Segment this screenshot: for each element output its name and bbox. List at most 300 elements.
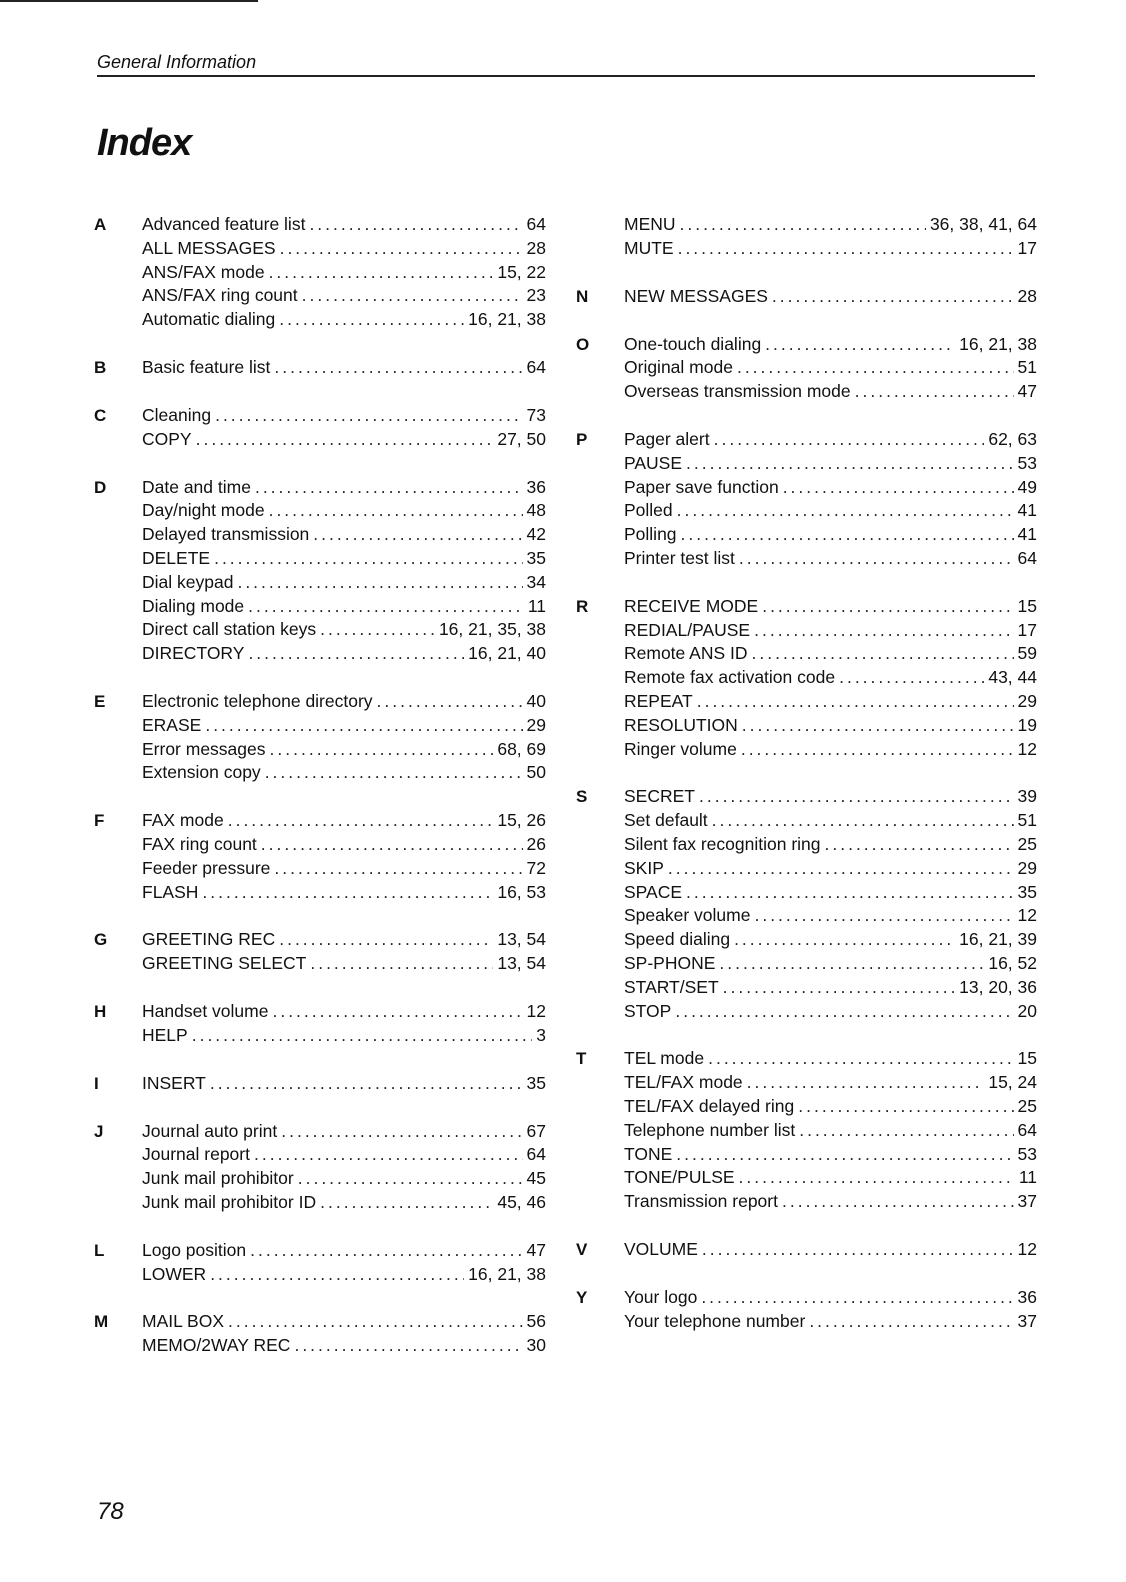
index-term: TONE/PULSE — [624, 1167, 735, 1188]
index-entry — [624, 1166, 1037, 1190]
dot-leader — [261, 833, 523, 857]
index-pages: 43, 44 — [988, 667, 1037, 688]
index-entry — [142, 1239, 546, 1263]
index-term: TONE — [624, 1143, 673, 1164]
index-entry — [624, 952, 1037, 976]
index-entry — [142, 761, 546, 785]
index-group — [576, 1238, 1037, 1262]
index-entries — [624, 1047, 1037, 1214]
index-entry — [142, 284, 546, 308]
dot-leader — [210, 1263, 464, 1287]
index-pages: 16, 21, 38 — [959, 333, 1037, 354]
index-term: Direct call station keys — [142, 619, 317, 640]
index-pages: 30 — [526, 1335, 546, 1356]
index-entry — [624, 809, 1037, 833]
index-term: Junk mail prohibitor ID — [142, 1191, 317, 1212]
index-term: Delayed transmission — [142, 524, 310, 545]
index-entries — [142, 356, 546, 380]
index-entry — [142, 1334, 546, 1358]
dot-leader — [699, 785, 1014, 809]
index-entries — [142, 404, 546, 452]
dot-leader — [298, 1167, 523, 1191]
index-entry — [624, 1071, 1037, 1095]
dot-leader — [265, 761, 523, 785]
index-entry — [142, 1120, 546, 1144]
dot-leader — [762, 595, 1013, 619]
index-letter — [576, 213, 624, 261]
index-entry — [142, 857, 546, 881]
index-pages: 51 — [1017, 810, 1037, 831]
index-term: Speaker volume — [624, 905, 751, 926]
index-term: SKIP — [624, 857, 664, 878]
index-group — [94, 1310, 546, 1358]
index-term: RECEIVE MODE — [624, 595, 759, 616]
dot-leader — [754, 904, 1013, 928]
index-letter: G — [94, 930, 108, 950]
index-entry — [624, 928, 1037, 952]
index-pages: 13, 54 — [497, 929, 546, 950]
dot-leader — [678, 237, 1014, 261]
index-term: VOLUME — [624, 1238, 698, 1259]
index-term: FAX ring count — [142, 833, 257, 854]
index-term: Basic feature list — [142, 356, 271, 377]
index-entry — [624, 356, 1037, 380]
index-entry — [624, 523, 1037, 547]
dot-leader — [205, 714, 522, 738]
index-pages: 12 — [1017, 738, 1037, 759]
index-term: HELP — [142, 1024, 188, 1045]
dot-leader — [723, 976, 955, 1000]
dot-leader — [708, 1047, 1013, 1071]
index-group — [94, 928, 546, 976]
dot-leader — [799, 1119, 1013, 1143]
index-term: PAUSE — [624, 452, 683, 473]
index-term: DIRECTORY — [142, 643, 245, 664]
index-letter: S — [576, 787, 588, 807]
index-letter: H — [94, 1001, 107, 1021]
index-pages: 29 — [526, 714, 546, 735]
dot-leader — [279, 308, 464, 332]
index-pages: 64 — [526, 1144, 546, 1165]
index-entry — [624, 1047, 1037, 1071]
index-pages: 62, 63 — [988, 428, 1037, 449]
index-entry — [624, 1310, 1037, 1334]
index-entry — [624, 833, 1037, 857]
index-letter: J — [94, 1121, 104, 1141]
index-entry — [624, 380, 1037, 404]
dot-leader — [309, 213, 522, 237]
index-entries — [624, 285, 1037, 309]
dot-leader — [680, 213, 926, 237]
index-term: Date and time — [142, 476, 251, 497]
index-pages: 28 — [1017, 285, 1037, 306]
index-entries — [624, 785, 1037, 1023]
dot-leader — [809, 1310, 1013, 1334]
index-pages: 19 — [1017, 714, 1037, 735]
index-term: GREETING SELECT — [142, 953, 307, 974]
index-letter: O — [576, 334, 590, 354]
dot-leader — [377, 690, 523, 714]
index-entry — [142, 547, 546, 571]
index-letter: L — [94, 1240, 105, 1260]
index-term: Polling — [624, 524, 677, 545]
index-pages: 26 — [526, 833, 546, 854]
index-letter: B — [94, 357, 107, 377]
index-term: Speed dialing — [624, 929, 731, 950]
index-pages: 16, 21, 35, 38 — [438, 619, 546, 640]
index-entry — [624, 642, 1037, 666]
index-letter: Y — [576, 1287, 588, 1307]
dot-leader — [855, 380, 1014, 404]
index-term: Handset volume — [142, 1000, 269, 1021]
index-pages: 12 — [526, 1000, 546, 1021]
index-term: Dialing mode — [142, 595, 245, 616]
index-term: Your telephone number — [624, 1310, 806, 1331]
index-term: ALL MESSAGES — [142, 237, 276, 258]
index-pages: 67 — [526, 1120, 546, 1141]
index-entries — [142, 809, 546, 904]
index-pages: 20 — [1017, 1000, 1037, 1021]
index-term: MEMO/2WAY REC — [142, 1335, 291, 1356]
index-group — [576, 1047, 1037, 1214]
index-entries — [142, 1120, 546, 1215]
index-term: Cleaning — [142, 404, 212, 425]
index-pages: 41 — [1017, 524, 1037, 545]
index-pages: 15 — [1017, 595, 1037, 616]
index-group — [576, 285, 1037, 309]
dot-leader — [701, 1286, 1013, 1310]
index-pages: 47 — [526, 1239, 546, 1260]
index-group — [576, 1286, 1037, 1334]
index-pages: 13, 54 — [497, 953, 546, 974]
index-group — [576, 333, 1037, 404]
index-pages: 47 — [1017, 381, 1037, 402]
index-letter: V — [576, 1239, 588, 1259]
index-pages: 56 — [526, 1311, 546, 1332]
index-pages: 53 — [1017, 1143, 1037, 1164]
index-group — [94, 213, 546, 332]
dot-leader — [294, 1334, 522, 1358]
index-column-right — [576, 213, 1037, 1357]
index-term: FLASH — [142, 881, 199, 902]
index-entries — [624, 1286, 1037, 1334]
index-term: COPY — [142, 428, 192, 449]
index-pages: 50 — [526, 762, 546, 783]
index-pages: 36 — [526, 476, 546, 497]
index-entry — [624, 904, 1037, 928]
dot-leader — [742, 714, 1014, 738]
index-term: Electronic telephone directory — [142, 690, 373, 711]
index-term: Extension copy — [142, 762, 261, 783]
dot-leader — [196, 428, 494, 452]
index-entry — [624, 499, 1037, 523]
dot-leader — [250, 1239, 522, 1263]
index-entry — [142, 690, 546, 714]
index-entry — [624, 285, 1037, 309]
dot-leader — [714, 428, 985, 452]
dot-leader — [272, 1000, 522, 1024]
index-group — [94, 809, 546, 904]
dot-leader — [310, 952, 493, 976]
index-pages: 39 — [1017, 786, 1037, 807]
index-pages: 45, 46 — [497, 1191, 546, 1212]
dot-leader — [228, 1310, 523, 1334]
index-letter: T — [576, 1049, 587, 1069]
index-entry — [142, 476, 546, 500]
dot-leader — [255, 476, 523, 500]
index-entry — [142, 428, 546, 452]
index-entries — [624, 428, 1037, 571]
index-pages: 36 — [1017, 1286, 1037, 1307]
dot-leader — [739, 1166, 1015, 1190]
index-letter: C — [94, 405, 107, 425]
index-term: ERASE — [142, 714, 202, 735]
index-letter: D — [94, 477, 107, 497]
index-pages: 3 — [536, 1024, 546, 1045]
index-term: Dial keypad — [142, 571, 234, 592]
index-entry — [142, 952, 546, 976]
index-entry — [142, 618, 546, 642]
index-entry — [142, 1310, 546, 1334]
index-term: TEL/FAX delayed ring — [624, 1095, 795, 1116]
dot-leader — [214, 547, 522, 571]
index-entries — [624, 1238, 1037, 1262]
index-entry — [624, 1238, 1037, 1262]
index-pages: 28 — [526, 237, 546, 258]
index-term: DELETE — [142, 547, 211, 568]
index-term: Remote fax activation code — [624, 667, 836, 688]
index-pages: 42 — [526, 524, 546, 545]
index-pages: 15, 22 — [497, 261, 546, 282]
index-pages: 29 — [1017, 690, 1037, 711]
index-term: STOP — [624, 1000, 672, 1021]
index-term: Polled — [624, 500, 673, 521]
index-pages: 64 — [1017, 547, 1037, 568]
index-pages: 16, 21, 40 — [468, 643, 546, 664]
index-term: ANS/FAX ring count — [142, 285, 298, 306]
index-entry — [624, 547, 1037, 571]
index-term: SECRET — [624, 786, 695, 807]
index-entry — [142, 1072, 546, 1096]
index-term: One-touch dialing — [624, 333, 762, 354]
index-entry — [624, 1095, 1037, 1119]
index-letter: N — [576, 286, 589, 306]
index-term: Paper save function — [624, 476, 779, 497]
index-pages: 15 — [1017, 1048, 1037, 1069]
index-pages: 48 — [526, 500, 546, 521]
index-pages: 59 — [1017, 643, 1037, 664]
dot-leader — [210, 1072, 523, 1096]
index-entry — [624, 1286, 1037, 1310]
index-entry — [624, 428, 1037, 452]
index-letter: R — [576, 596, 589, 616]
index-entry — [624, 738, 1037, 762]
index-entry — [624, 690, 1037, 714]
index-entries — [142, 928, 546, 976]
index-group — [94, 1239, 546, 1287]
index-term: TEL mode — [624, 1048, 705, 1069]
index-pages: 27, 50 — [497, 428, 546, 449]
index-entry — [142, 881, 546, 905]
index-pages: 17 — [1017, 237, 1037, 258]
index-pages: 16, 21, 38 — [468, 1263, 546, 1284]
header-divider — [97, 75, 1035, 77]
index-entry — [624, 666, 1037, 690]
index-term: NEW MESSAGES — [624, 285, 768, 306]
index-entry — [142, 308, 546, 332]
dot-leader — [228, 809, 494, 833]
index-term: TEL/FAX mode — [624, 1072, 743, 1093]
index-letter: F — [94, 811, 105, 831]
index-term: ANS/FAX mode — [142, 261, 265, 282]
index-pages: 16, 21, 38 — [468, 309, 546, 330]
index-term: Transmission report — [624, 1191, 778, 1212]
index-term: INSERT — [142, 1072, 206, 1093]
index-pages: 35 — [526, 1072, 546, 1093]
index-entry — [142, 1143, 546, 1167]
index-group — [94, 404, 546, 452]
index-pages: 25 — [1017, 1095, 1037, 1116]
index-entry — [142, 1024, 546, 1048]
index-group — [94, 1072, 546, 1096]
index-entry — [142, 738, 546, 762]
index-pages: 23 — [526, 285, 546, 306]
index-term: MENU — [624, 214, 676, 234]
index-entry — [624, 213, 1037, 237]
index-pages: 12 — [1017, 1238, 1037, 1259]
index-group — [576, 428, 1037, 571]
dot-leader — [274, 857, 522, 881]
dot-leader — [202, 881, 493, 905]
dot-leader — [772, 285, 1014, 309]
index-pages: 37 — [1017, 1310, 1037, 1331]
dot-leader — [712, 809, 1014, 833]
index-entry — [142, 404, 546, 428]
index-entries — [142, 476, 546, 666]
index-pages: 72 — [526, 857, 546, 878]
index-entry — [142, 261, 546, 285]
index-entry — [624, 714, 1037, 738]
dot-leader — [825, 833, 1014, 857]
dot-leader — [270, 738, 494, 762]
index-group — [576, 785, 1037, 1023]
index-entry — [142, 213, 546, 237]
index-term: Automatic dialing — [142, 309, 276, 330]
dot-leader — [839, 666, 984, 690]
index-term: SPACE — [624, 881, 683, 902]
dot-leader — [747, 1071, 985, 1095]
index-term: GREETING REC — [142, 929, 276, 950]
dot-leader — [677, 499, 1014, 523]
index-term: Logo position — [142, 1239, 247, 1260]
index-entry — [624, 1119, 1037, 1143]
dot-leader — [281, 1120, 522, 1144]
index-entry — [142, 237, 546, 261]
dot-leader — [782, 1190, 1014, 1214]
dot-leader — [280, 237, 523, 261]
dot-leader — [702, 1238, 1014, 1262]
top-corner-rule — [0, 0, 258, 2]
index-entry — [142, 356, 546, 380]
index-term: SP-PHONE — [624, 952, 716, 973]
index-term: Set default — [624, 810, 708, 831]
index-term: Printer test list — [624, 547, 735, 568]
dot-leader — [798, 1095, 1013, 1119]
dot-leader — [320, 1191, 493, 1215]
index-pages: 64 — [526, 214, 546, 234]
dot-leader — [313, 523, 522, 547]
dot-leader — [320, 618, 435, 642]
index-term: REPEAT — [624, 690, 693, 711]
index-entry — [142, 1263, 546, 1287]
dot-leader — [279, 928, 493, 952]
dot-leader — [783, 476, 1014, 500]
index-entry — [142, 523, 546, 547]
dot-leader — [254, 1143, 523, 1167]
index-term: Overseas transmission mode — [624, 381, 851, 402]
index-entries — [624, 333, 1037, 404]
index-entry — [142, 714, 546, 738]
page-number: 78 — [97, 1498, 124, 1525]
index-entry — [624, 333, 1037, 357]
index-group — [94, 1000, 546, 1048]
index-entry — [624, 595, 1037, 619]
index-entry — [624, 452, 1037, 476]
index-entry — [142, 833, 546, 857]
index-entry — [142, 1000, 546, 1024]
index-entries — [142, 1000, 546, 1048]
dot-leader — [686, 452, 1014, 476]
index-term: RESOLUTION — [624, 714, 738, 735]
index-entry — [142, 499, 546, 523]
index-term: Ringer volume — [624, 738, 737, 759]
index-pages: 16, 21, 39 — [959, 929, 1037, 950]
dot-leader — [765, 333, 955, 357]
index-entry — [142, 928, 546, 952]
index-pages: 11 — [1018, 1167, 1037, 1188]
index-pages: 73 — [526, 404, 546, 425]
index-term: MUTE — [624, 237, 674, 258]
index-term: Pager alert — [624, 428, 710, 449]
index-letter: E — [94, 691, 106, 711]
dot-leader — [734, 928, 955, 952]
index-pages: 49 — [1017, 476, 1037, 497]
index-pages: 40 — [526, 690, 546, 711]
index-entry — [142, 1167, 546, 1191]
index-entry — [624, 476, 1037, 500]
index-term: Day/night mode — [142, 500, 265, 521]
dot-leader — [215, 404, 522, 428]
dot-leader — [237, 571, 522, 595]
index-term: Error messages — [142, 738, 266, 759]
index-letter: I — [94, 1073, 99, 1093]
index-entry — [624, 1000, 1037, 1024]
index-letter: M — [94, 1312, 109, 1332]
index-group — [576, 213, 1037, 261]
index-term: Advanced feature list — [142, 214, 306, 234]
dot-leader — [675, 1000, 1013, 1024]
dot-leader — [697, 690, 1014, 714]
index-entry — [142, 809, 546, 833]
index-term: MAIL BOX — [142, 1311, 225, 1332]
dot-leader — [681, 523, 1014, 547]
index-group — [94, 1120, 546, 1215]
index-entries — [142, 690, 546, 785]
dot-leader — [274, 356, 522, 380]
index-pages: 35 — [526, 547, 546, 568]
index-pages: 34 — [526, 571, 546, 592]
index-group — [94, 476, 546, 666]
